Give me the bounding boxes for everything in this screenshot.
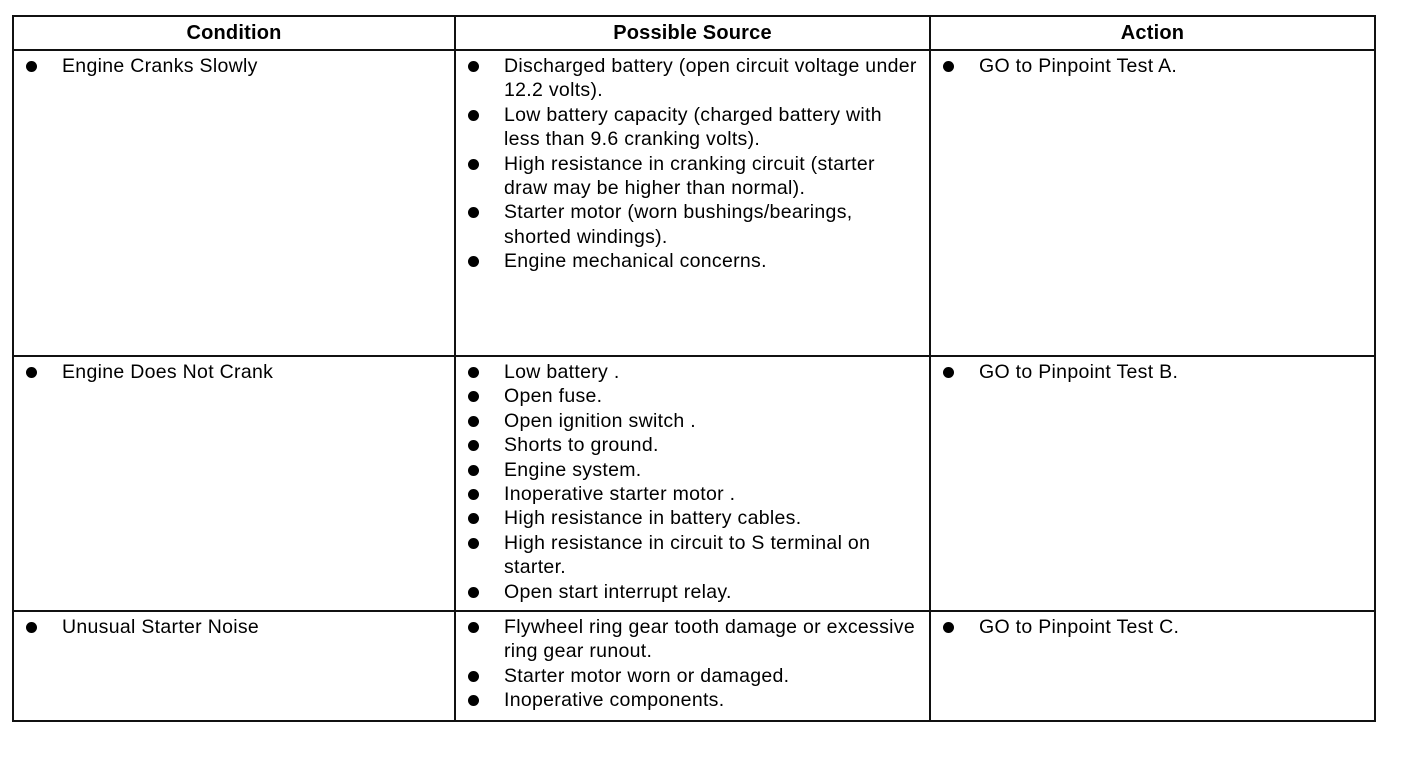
diagnosis-table [12, 15, 1376, 722]
table-header [13, 16, 1375, 50]
source-text: Starter motor worn or damaged. [504, 664, 790, 687]
source-item [462, 580, 923, 604]
condition-cell [13, 611, 455, 721]
source-item [462, 664, 923, 688]
bullet-icon [26, 367, 37, 378]
source-item [462, 152, 923, 201]
source-cell [455, 50, 930, 356]
bullet-icon [468, 440, 479, 451]
source-text: Starter motor (worn bushings/bearings, shorted windings). [504, 201, 853, 248]
bullet-icon [468, 256, 479, 267]
source-text: Engine system. [504, 458, 642, 481]
source-text: High resistance in circuit to S terminal on starter. [504, 531, 871, 579]
bullet-icon [468, 367, 479, 378]
header-action: Action [930, 16, 1375, 50]
bullet-icon [468, 587, 479, 598]
bullet-icon [943, 61, 954, 72]
table-row [13, 356, 1375, 611]
condition-cell [13, 50, 455, 356]
action-cell [930, 50, 1375, 356]
bullet-icon [468, 391, 479, 402]
bullet-icon [26, 622, 37, 633]
source-item [462, 409, 923, 433]
action-text: GO to Pinpoint Test C. [979, 616, 1180, 638]
source-text: Inoperative starter motor . [504, 483, 736, 506]
bullet-icon [468, 622, 479, 633]
action-cell [930, 356, 1375, 611]
header-row [13, 16, 1375, 50]
source-text: Shorts to ground. [504, 434, 659, 457]
source-item [462, 458, 923, 482]
bullet-icon [943, 622, 954, 633]
table-row [13, 50, 1375, 356]
action-text: GO to Pinpoint Test A. [979, 55, 1178, 77]
condition-text: Unusual Starter Noise [62, 616, 260, 638]
bullet-icon [468, 110, 479, 121]
source-text: Engine mechanical concerns. [504, 250, 767, 273]
source-text: High resistance in cranking circuit (starter draw may be higher than normal). [504, 152, 875, 200]
condition-item [20, 54, 448, 78]
source-item [462, 482, 923, 506]
source-text: Discharged battery (open circuit voltage under 12.2 volts). [504, 55, 917, 102]
bullet-icon [468, 538, 479, 549]
bullet-icon [468, 695, 479, 706]
source-cell [455, 356, 930, 611]
bullet-icon [468, 159, 479, 170]
source-cell [455, 611, 930, 721]
source-text: Open start interrupt relay. [504, 580, 732, 603]
condition-item [20, 360, 448, 384]
condition-cell [13, 356, 455, 611]
condition-text: Engine Cranks Slowly [62, 55, 258, 77]
source-item [462, 615, 923, 664]
source-text: Flywheel ring gear tooth damage or excessive ring gear runout. [504, 616, 915, 663]
source-item [462, 200, 923, 249]
source-text: High resistance in battery cables. [504, 507, 802, 530]
bullet-icon [468, 416, 479, 427]
source-item [462, 688, 923, 712]
bullet-icon [943, 367, 954, 378]
header-condition: Condition [13, 16, 455, 50]
action-text: GO to Pinpoint Test B. [979, 361, 1179, 383]
bullet-icon [468, 513, 479, 524]
source-text: Low battery capacity (charged battery with less than 9.6 cranking volts). [504, 103, 882, 151]
source-item [462, 506, 923, 530]
source-item [462, 54, 923, 103]
source-text: Open ignition switch . [504, 409, 696, 432]
action-item [937, 54, 1368, 78]
source-text: Low battery . [504, 361, 620, 383]
action-item [937, 360, 1368, 384]
source-text: Open fuse. [504, 385, 603, 408]
source-item [462, 433, 923, 457]
condition-item [20, 615, 448, 639]
table-row [13, 611, 1375, 721]
bullet-icon [468, 465, 479, 476]
bullet-icon [468, 489, 479, 500]
condition-text: Engine Does Not Crank [62, 361, 274, 383]
source-item [462, 360, 923, 384]
source-text: Inoperative components. [504, 689, 725, 712]
bullet-icon [26, 61, 37, 72]
source-item [462, 249, 923, 273]
action-item [937, 615, 1368, 639]
source-item [462, 531, 923, 580]
bullet-icon [468, 61, 479, 72]
source-item [462, 384, 923, 408]
bullet-icon [468, 671, 479, 682]
source-item [462, 103, 923, 152]
action-cell [930, 611, 1375, 721]
header-possible-source: Possible Source [455, 16, 930, 50]
bullet-icon [468, 207, 479, 218]
